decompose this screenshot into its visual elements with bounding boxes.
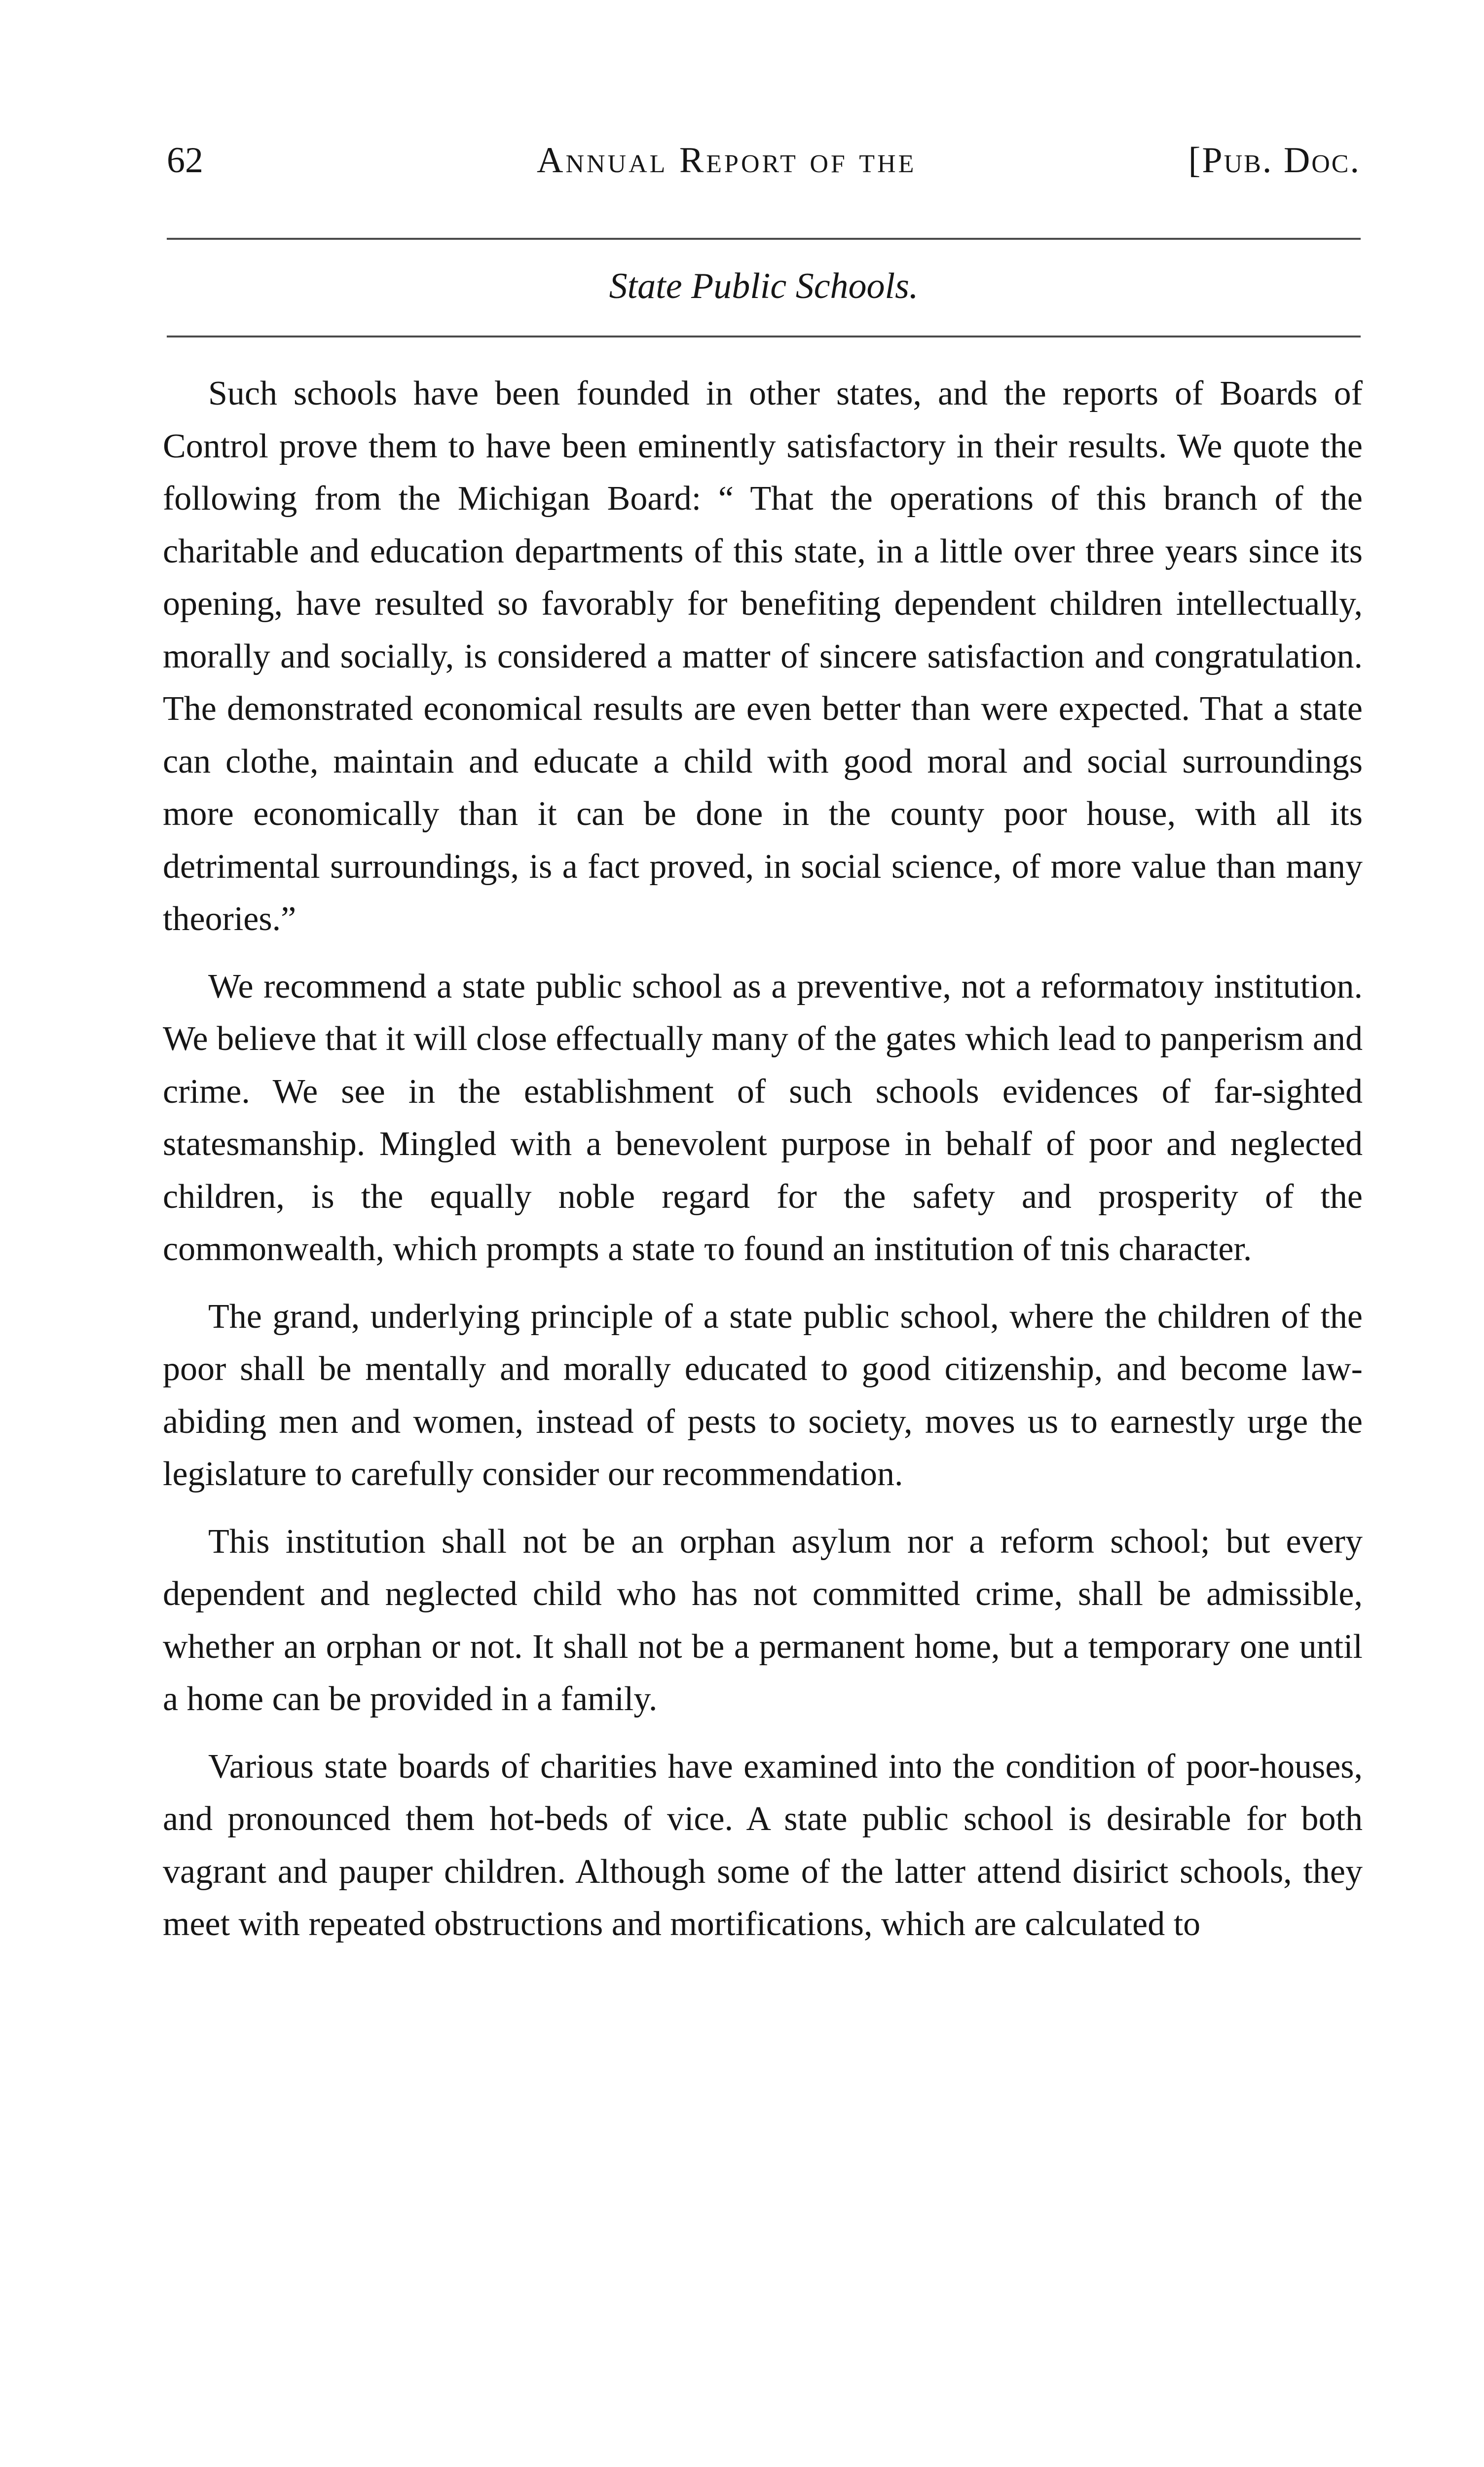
paragraph-4: This institution shall not be an orphan asylum nor a reform school; but every dependent and neglected child who has not committed crime, shall be admissible, whether an orphan or not. It shall not be a permanent home, but a temporary one until a home can be provided in a family.: [163, 1522, 1363, 1718]
body-text: [163, 368, 1363, 1966]
paragraph-2: We recommend a state public school as a preventive, not a reformatoιy institution. We believe that it will close effectually many of the gates which lead to panperism and crime. We see in the establishment of such schools evidences of far-sighted statesmanship. Mingled with a benevolent purpose in behalf of poor and neglected children, is the equally noble regard for the safety and prosperity of the commonwealth, which prompts a state το found an institution of tnis character.: [163, 967, 1363, 1268]
paragraph-5: Various state boards of charities have examined into the condition of poor-houses, and pronounced them hot-beds of vice. A state public school is desirable for both vagrant and pauper children. Although some of the latter attend disirict schools, they meet with repeated obstructions and mortifications, which are calculated to: [163, 1747, 1363, 1943]
document-label: [Pub. Doc.: [1188, 140, 1361, 181]
page-number: 62: [167, 140, 203, 181]
report-title: Annual Report of the: [537, 140, 917, 181]
paragraph-3: The grand, underlying principle of a state public school, where the children of the poor shall be mentally and morally educated to good citizenship, and become law-abiding men and women, instead of pests to society, moves us to earnestly urge the legislature to carefully consider our recommendation.: [163, 1297, 1363, 1493]
running-head: [167, 136, 1361, 185]
top-rule: [167, 238, 1361, 240]
section-title: State Public Schools.: [609, 266, 919, 306]
title-rule: [167, 336, 1361, 337]
paragraph-1: Such schools have been founded in other states, and the reports of Boards of Control prove them to have been eminently satisfactory in their results. We quote the following from the Michigan Board: “ That the operations of this branch of the charitable and education departments of this state, in a little over three years since its opening, have resulted so favorably for benefiting dependent children intellectually, morally and socially, is considered a matter of sincere satisfaction and congratulation. The demonstrated economical results are even better than were expected. That a state can clothe, maintain and educate a child with good moral and social surroundings more economically than it can be done in the county poor house, with all its detrimental surroundings, is a fact proved, in social science, of more value than many theories.”: [163, 374, 1363, 938]
